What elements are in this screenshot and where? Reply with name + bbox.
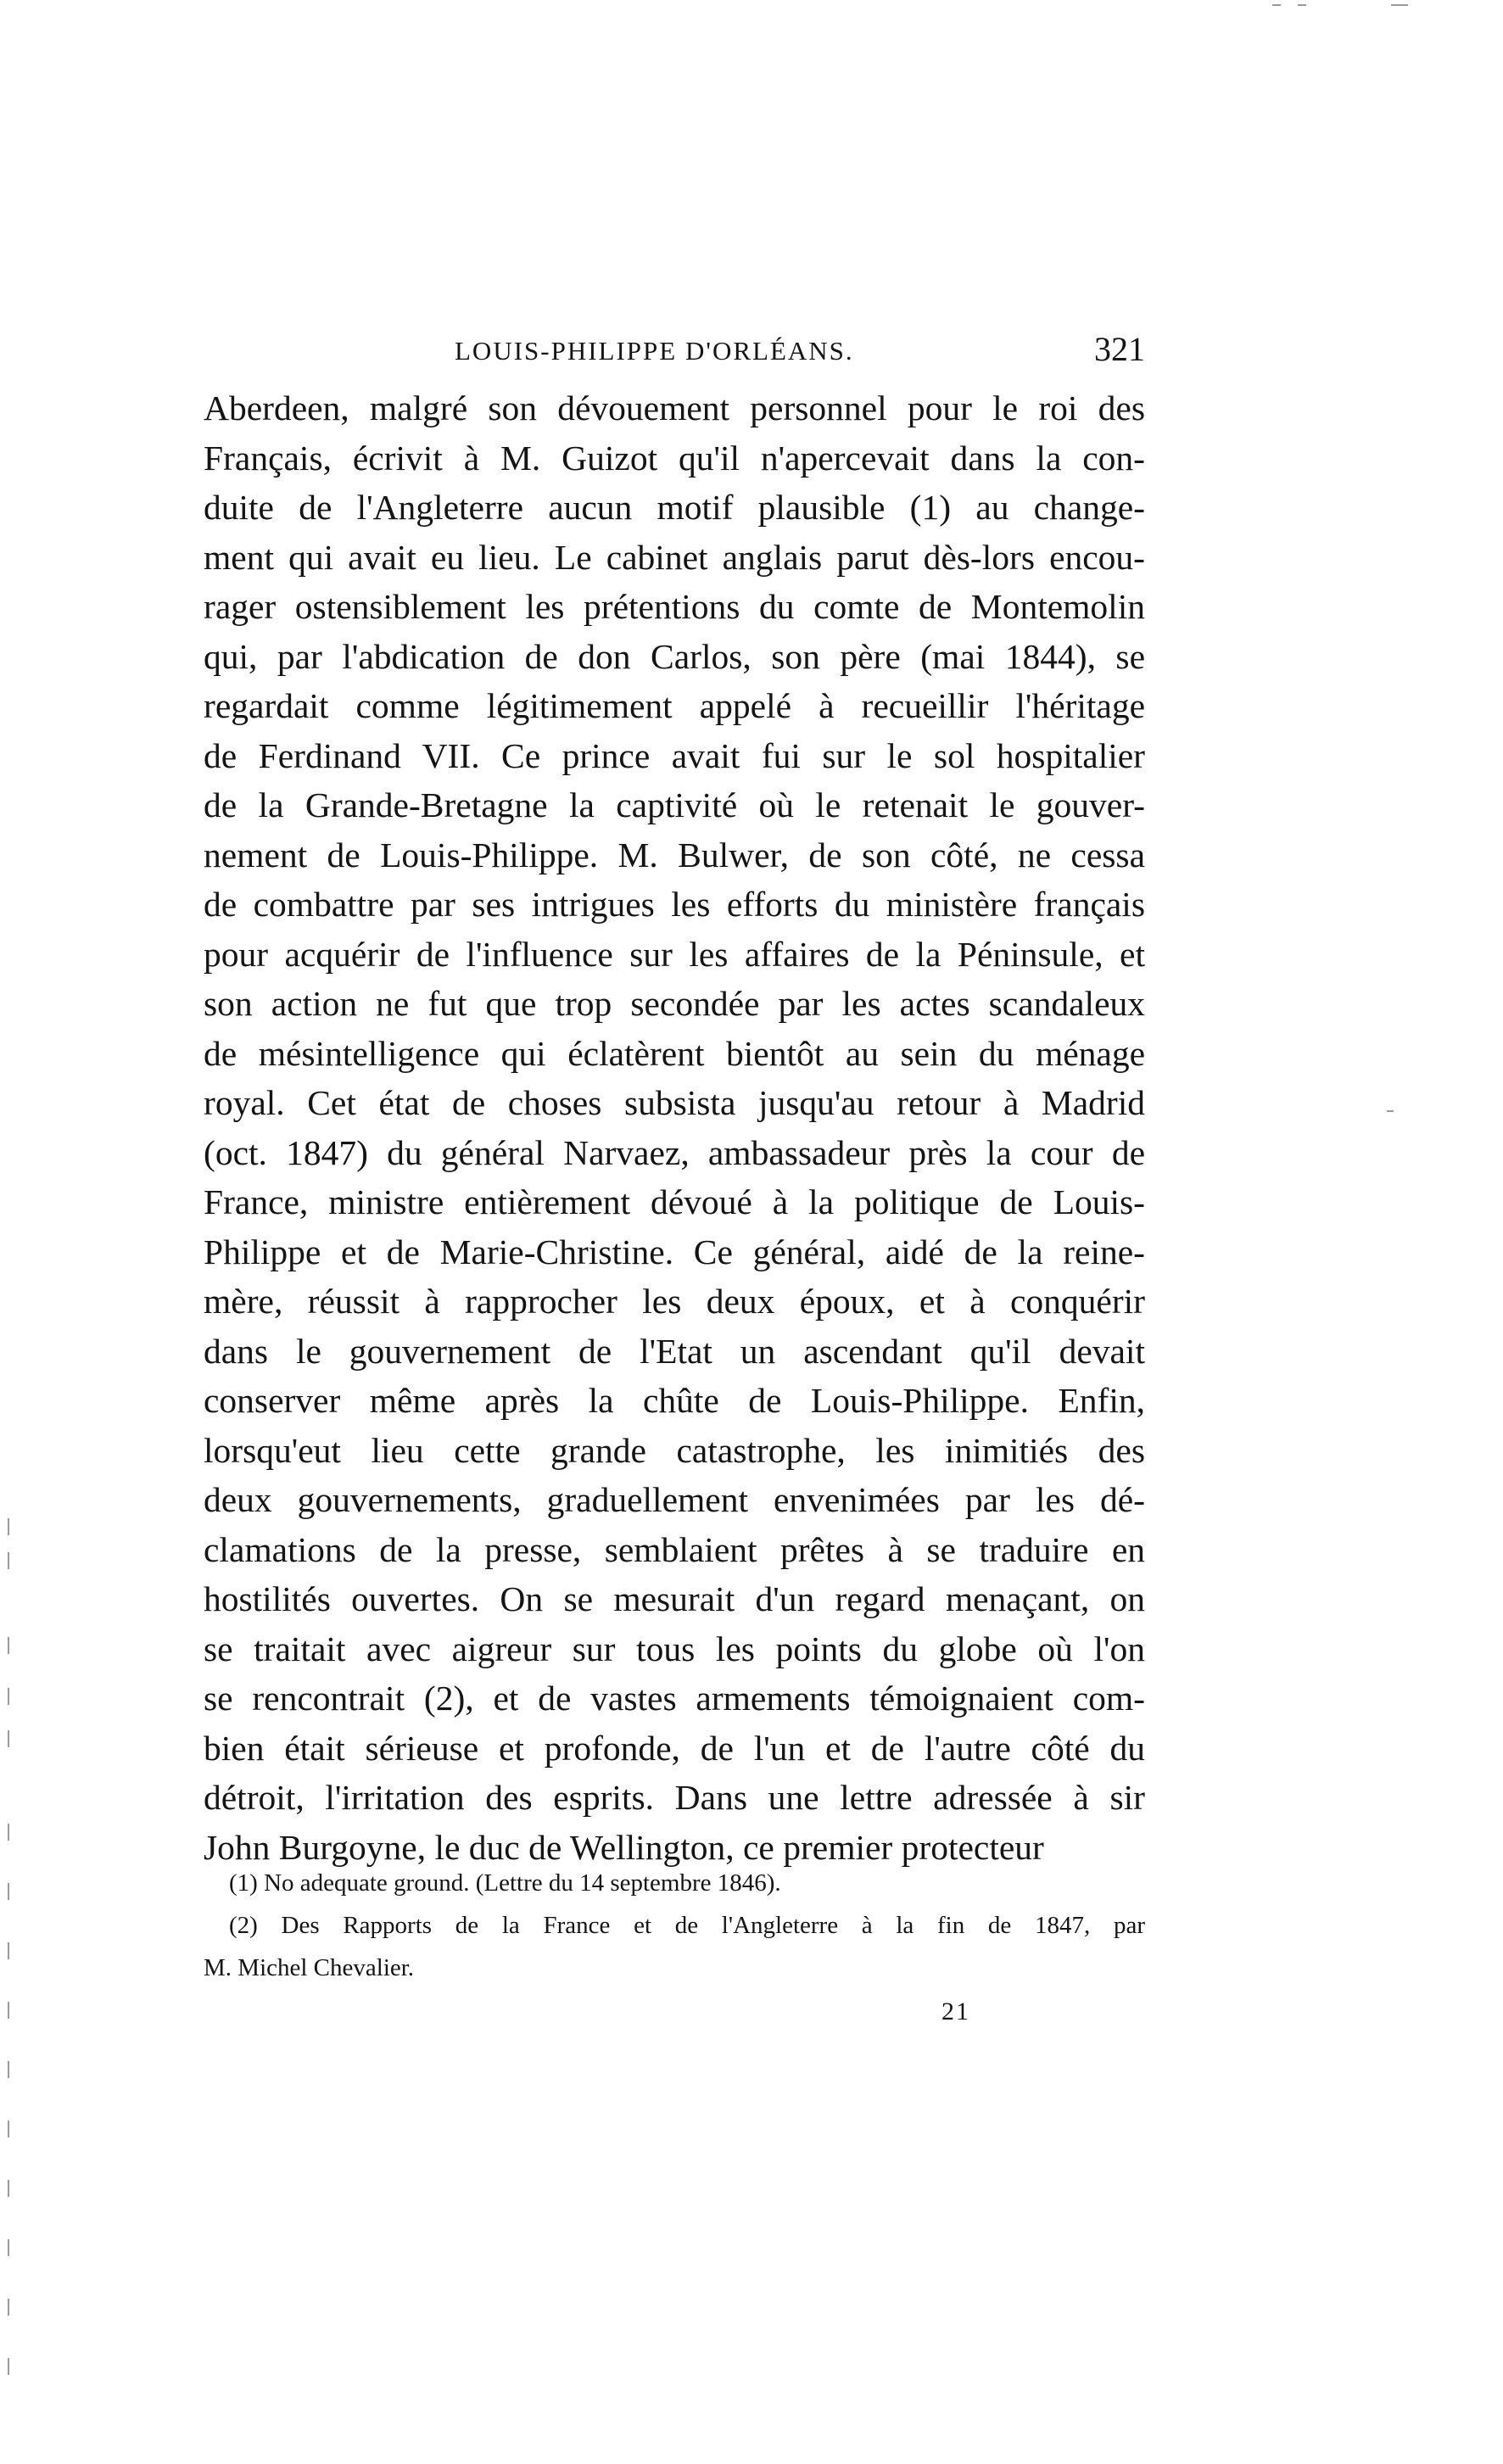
text-line: (oct. 1847) du général Narvaez, ambassadeur près la cour de	[204, 1132, 1145, 1172]
text-line: pour acquérir de l'influence sur les affaires de la Péninsule, et	[204, 934, 1145, 974]
text-line: détroit, l'irritation des esprits. Dans une lettre adressée à sir	[204, 1778, 1145, 1817]
text-line: de mésintelligence qui éclatèrent bientôt au sein du ménage	[204, 1033, 1145, 1073]
text-line: rager ostensiblement les prétentions du comte de Montemolin	[204, 587, 1145, 626]
text-line: John Burgoyne, le duc de Wellington, ce premier protecteur	[204, 1827, 1044, 1867]
running-title: LOUIS-PHILIPPE D'ORLÉANS.	[455, 336, 854, 366]
text-line: duite de l'Angleterre aucun motif plausible (1) au change-	[204, 488, 1145, 527]
text-line: dans le gouvernement de l'Etat un ascendant qu'il devait	[204, 1331, 1145, 1371]
text-line: se rencontrait (2), et de vastes armements témoignaient com-	[204, 1679, 1145, 1718]
text-line: Philippe et de Marie-Christine. Ce général, aidé de la reine-	[204, 1232, 1145, 1271]
text-line: royal. Cet état de choses subsista jusqu'au retour à Madrid	[204, 1083, 1145, 1122]
text-line: clamations de la presse, semblaient prêtes à se traduire en	[204, 1529, 1145, 1569]
footnote-1: (1) No adequate ground. (Lettre du 14 septembre 1846).	[229, 1869, 781, 1897]
text-line: deux gouvernements, graduellement envenimées par les dé-	[204, 1480, 1145, 1519]
text-line: ment qui avait eu lieu. Le cabinet anglais parut dès-lors encou-	[204, 537, 1145, 577]
footnote-2-continuation: M. Michel Chevalier.	[204, 1954, 415, 1981]
text-line: Aberdeen, malgré son dévouement personnel pour le roi des	[204, 388, 1145, 427]
text-line: de la Grande-Bretagne la captivité où le retenait le gouver-	[204, 785, 1145, 824]
text-line: regardait comme légitimement appelé à recueillir l'héritage	[204, 686, 1145, 725]
footnotes	[204, 1862, 1145, 1989]
page-number: 321	[1094, 330, 1145, 368]
text-line: qui, par l'abdication de don Carlos, son père (mai 1844), se	[204, 636, 1145, 676]
text-line: France, ministre entièrement dévoué à la politique de Louis-	[204, 1182, 1145, 1221]
running-head	[204, 329, 1145, 380]
text-line: bien était sérieuse et profonde, de l'un et de l'autre côté du	[204, 1728, 1145, 1768]
text-line: lorsqu'eut lieu cette grande catastrophe, les inimitiés des	[204, 1430, 1145, 1470]
text-line: de combattre par ses intrigues les efforts du ministère français	[204, 885, 1145, 924]
body-text	[204, 383, 1145, 1872]
text-line: se traitait avec aigreur sur tous les points du globe où l'on	[204, 1629, 1145, 1668]
text-line: conserver même après la chûte de Louis-Philippe. Enfin,	[204, 1381, 1145, 1420]
text-line: son action ne fut que trop secondée par les actes scandaleux	[204, 984, 1145, 1023]
footnote-2: (2) Des Rapports de la France et de l'Angleterre à la fin de 1847, par	[229, 1912, 1145, 1939]
signature-mark: 21	[941, 1997, 970, 2025]
text-line: de Ferdinand VII. Ce prince avait fui sur le sol hospitalier	[204, 735, 1145, 775]
text-line: hostilités ouvertes. On se mesurait d'un regard menaçant, on	[204, 1579, 1145, 1618]
text-line: nement de Louis-Philippe. M. Bulwer, de son côté, ne cessa	[204, 835, 1145, 874]
text-line: mère, réussit à rapprocher les deux époux, et à conquérir	[204, 1282, 1145, 1321]
text-line: Français, écrivit à M. Guizot qu'il n'apercevait dans la con-	[204, 438, 1145, 478]
